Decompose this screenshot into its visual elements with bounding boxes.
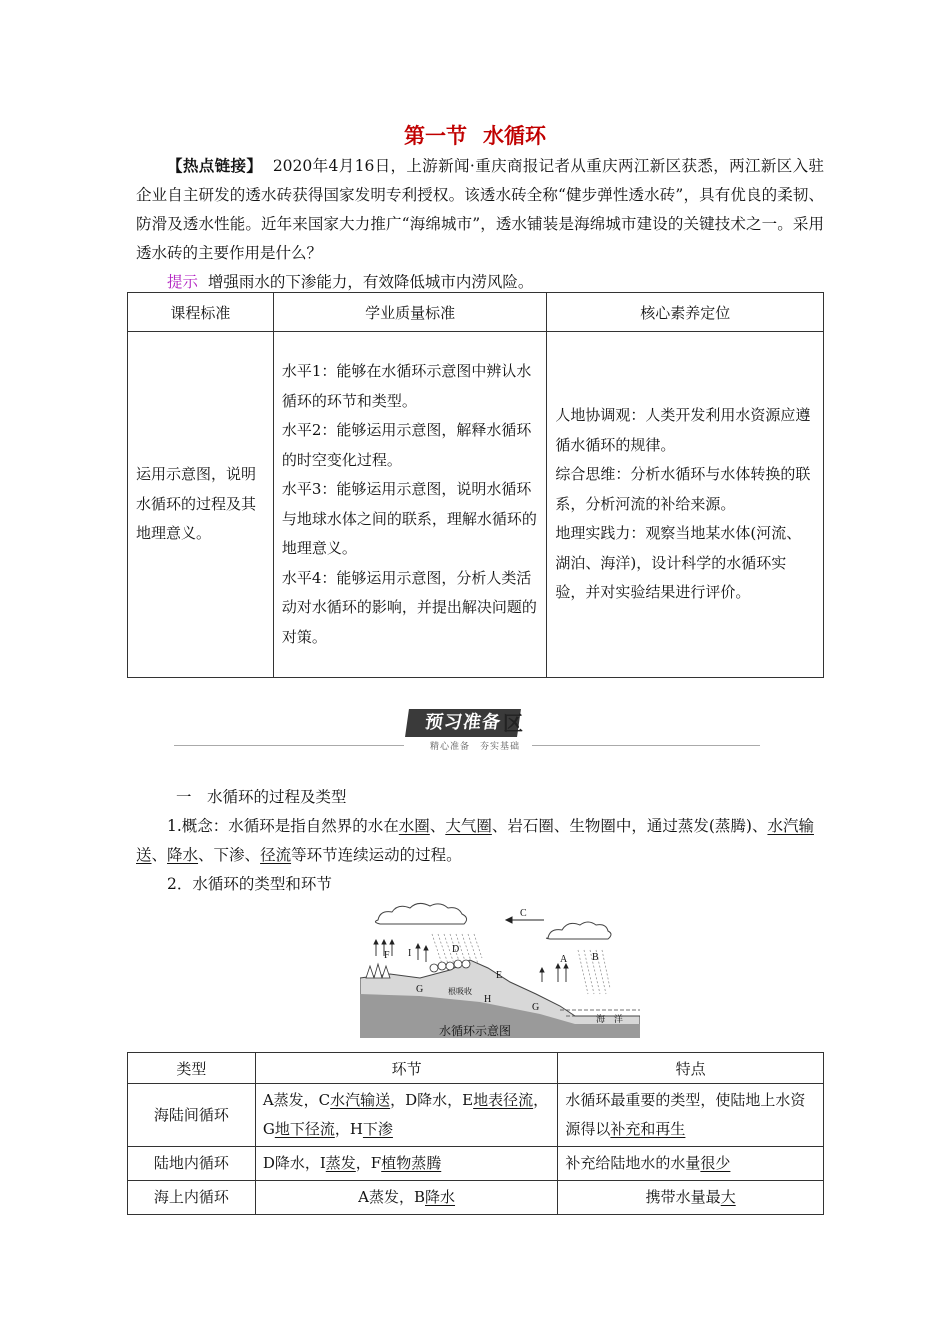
section-heading	[136, 783, 824, 812]
text: A蒸发，C	[262, 1091, 331, 1109]
concept-prefix: 1.概念：水循环是指自然界的水在	[167, 817, 399, 835]
header-links: 环节	[255, 1053, 558, 1084]
quality-standard-cell	[273, 332, 547, 678]
label-g1: G	[416, 984, 424, 995]
blank-precipitation: 降水	[167, 846, 199, 864]
hot-topic-paragraph	[136, 152, 824, 268]
text: 补充给陆地水的水量	[565, 1154, 701, 1172]
text: ，H	[334, 1120, 363, 1138]
item-2-text: 2．水循环的类型和环节	[167, 875, 332, 893]
concept-mid: 、岩石圈、生物圈中，通过蒸发(蒸腾)、	[491, 817, 768, 835]
blank: 植物蒸腾	[381, 1154, 442, 1172]
blank: 水汽输送	[330, 1091, 391, 1109]
banner-title: 预习准备	[405, 709, 521, 737]
literacy-human-land: 人地协调观：人类开发利用水资源应遵循水循环的规律。	[555, 406, 811, 454]
header-type: 类型	[128, 1053, 256, 1084]
label-f: F	[384, 950, 390, 961]
cycle-types-table	[127, 1052, 824, 1215]
blank: 地表径流	[473, 1091, 534, 1109]
blank: 蒸发	[325, 1154, 356, 1172]
blank-runoff: 径流	[260, 846, 292, 864]
cell-type: 海上内循环	[128, 1181, 256, 1215]
label-c: C	[520, 908, 527, 919]
blank-hydrosphere: 水圈	[398, 817, 430, 835]
concept-mid: 、下渗、	[198, 846, 261, 864]
label-root-absorption: 根吸收	[448, 987, 472, 996]
blank: 大	[720, 1188, 736, 1206]
text: A蒸发，B	[358, 1188, 426, 1206]
cell-features	[558, 1181, 824, 1215]
cell-features	[558, 1084, 824, 1147]
title-section-number: 第一节	[404, 124, 467, 148]
item-2-heading	[136, 870, 824, 899]
hint-label: 提示	[167, 273, 199, 291]
cell-links	[255, 1147, 558, 1181]
course-standard-cell	[128, 332, 274, 678]
header-quality-standard: 学业质量标准	[273, 293, 547, 332]
concept-paragraph	[136, 812, 824, 870]
hot-topic-label: 【热点链接】	[167, 157, 263, 175]
diagram-caption: 水循环示意图	[438, 1024, 511, 1038]
label-g2: G	[532, 1002, 540, 1013]
quality-level-1: 水平1：能够在水循环示意图中辨认水循环的环节和类型。	[281, 362, 532, 410]
label-e: E	[496, 970, 503, 981]
label-h: H	[484, 994, 492, 1005]
concept-tail: 等环节连续运动的过程。	[291, 846, 462, 864]
banner-suffix: 区	[503, 711, 523, 735]
label-i: I	[408, 948, 412, 959]
header-course-standard: 课程标准	[128, 293, 274, 332]
cloud-left	[375, 903, 466, 924]
hot-topic-intro	[136, 152, 824, 297]
blank-vapor-transport: 水汽输送	[136, 817, 814, 864]
page-title	[0, 120, 950, 150]
section-heading-text: 一 水循环的过程及类型	[176, 788, 347, 806]
cell-links	[255, 1084, 558, 1147]
blank: 降水	[425, 1188, 456, 1206]
text: ，G	[262, 1091, 549, 1138]
blank: 补充和再生	[610, 1120, 686, 1138]
core-literacy-cell	[547, 332, 824, 678]
quality-level-4: 水平4：能够运用示意图，分析人类活动对水循环的影响，并提出解决问题的对策。	[281, 568, 537, 646]
label-b: B	[592, 952, 599, 963]
literacy-practice: 地理实践力：观察当地某水体(河流、湖泊、海洋)，设计科学的水循环实验，并对实验结果进行评价。	[555, 524, 802, 602]
blank: 地下径流	[274, 1120, 335, 1138]
header-core-literacy: 核心素养定位	[547, 293, 824, 332]
text: ，D降水，E	[390, 1091, 474, 1109]
cell-features	[558, 1147, 824, 1181]
cell-links	[255, 1181, 558, 1215]
blank: 很少	[700, 1154, 731, 1172]
concept-sep: 、	[151, 846, 168, 864]
quality-level-3: 水平3：能够运用示意图，说明水循环与地球水体之间的联系，理解水循环的地理意义。	[281, 480, 537, 557]
cloud-right	[546, 922, 611, 939]
label-a: A	[560, 954, 568, 965]
standards-table	[127, 292, 824, 678]
cell-type: 海陆间循环	[128, 1084, 256, 1147]
hot-topic-text: 2020年4月16日，上游新闻·重庆商报记者从重庆两江新区获悉，两江新区入驻企业自主研发的透水砖获得国家发明专利授权。该透水砖全称“健步弹性透水砖”，具有优良的柔韧、防滑及透水性能。近年来国家大力推广“海绵城市”，透水铺装是海绵城市建设的关键技术之一。采用透水砖的主要作用是什么？	[136, 157, 824, 262]
course-standard-text: 运用示意图，说明水循环的过程及其地理意义。	[136, 465, 257, 543]
blank-atmosphere: 大气圈	[445, 817, 492, 835]
blank: 下渗	[362, 1120, 393, 1138]
table-row	[128, 1181, 824, 1215]
text: ，F	[355, 1154, 382, 1172]
quality-level-2: 水平2：能够运用示意图，解释水循环的时空变化过程。	[281, 421, 532, 469]
text: D降水，I	[262, 1154, 326, 1172]
table-row	[128, 1147, 824, 1181]
table-row	[128, 1084, 824, 1147]
water-cycle-diagram	[360, 898, 640, 1038]
title-topic: 水循环	[483, 124, 546, 148]
text: 水循环最重要的类型，使陆地上水资源得以	[565, 1091, 806, 1138]
label-d: D	[452, 944, 460, 955]
literacy-integrated-thinking: 综合思维：分析水循环与水体转换的联系，分析河流的补给来源。	[555, 465, 811, 513]
concept-sep: 、	[429, 817, 446, 835]
hint-text: 增强雨水的下渗能力，有效降低城市内涝风险。	[207, 273, 534, 291]
header-features: 特点	[558, 1053, 824, 1084]
banner-subtitle: 精心准备 夯实基础	[429, 742, 520, 752]
text: 携带水量最	[645, 1188, 721, 1206]
cell-type: 陆地内循环	[128, 1147, 256, 1181]
label-ocean: 海 洋	[596, 1014, 624, 1024]
